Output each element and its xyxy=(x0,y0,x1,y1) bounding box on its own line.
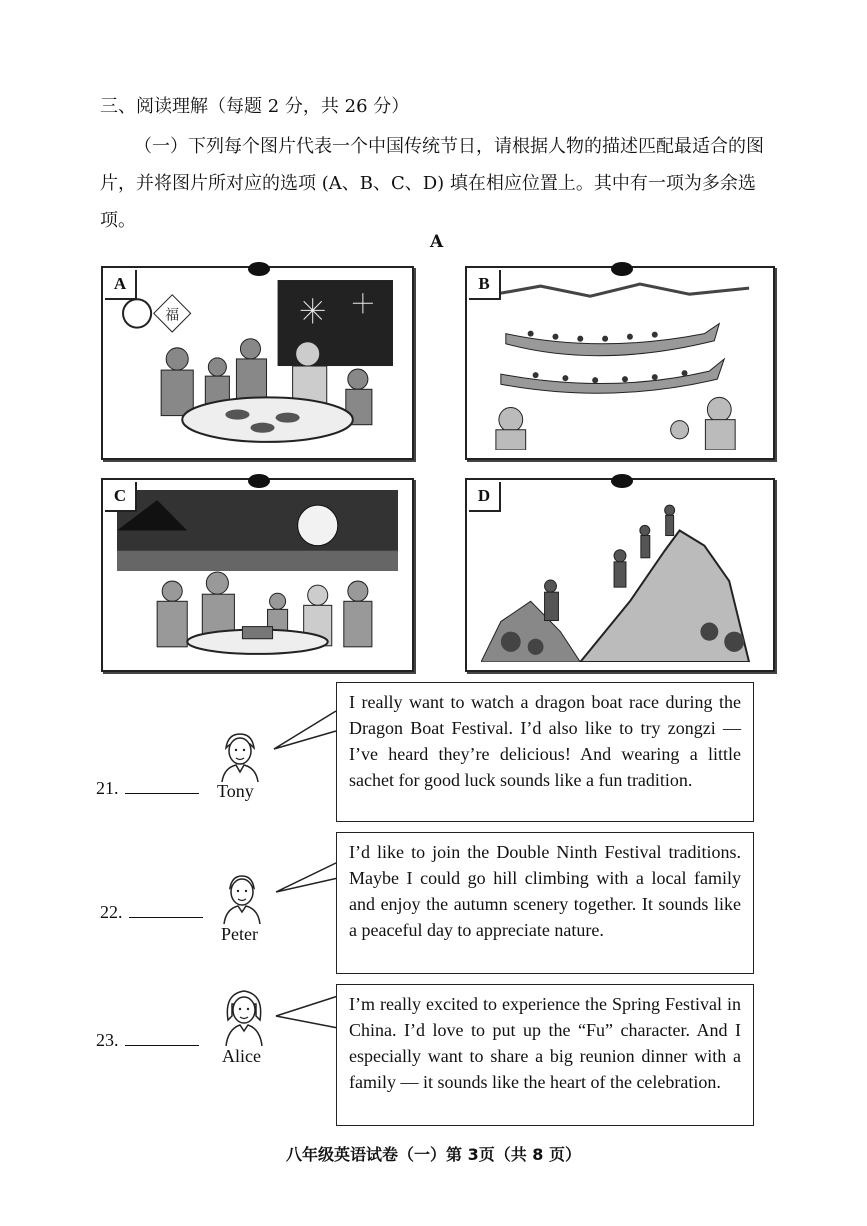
question-number: 23. xyxy=(96,1030,119,1050)
answer-blank[interactable] xyxy=(125,1031,199,1046)
picture-b xyxy=(465,266,775,460)
picture-a xyxy=(101,266,414,460)
speech-bubble-peter: I’d like to join the Double Ninth Festival traditions. Maybe I could go hill climbing with a local family and enjoy the autumn scenery together. It sounds like a peaceful day to appreciate nature. xyxy=(336,832,754,974)
speech-bubble-tail xyxy=(272,990,342,1040)
picture-d-letter: D xyxy=(469,482,501,512)
picture-c-illustration xyxy=(117,490,398,662)
person-name-tony: Tony xyxy=(217,781,254,801)
pin-icon xyxy=(248,474,270,488)
part-label: A xyxy=(430,232,444,252)
picture-d xyxy=(465,478,775,672)
picture-c xyxy=(101,478,414,672)
picture-d-illustration xyxy=(481,490,759,662)
picture-b-illustration xyxy=(481,278,759,450)
speech-bubble-alice: I’m really excited to experience the Spring Festival in China. I’d love to put up the “Fu” character. And I especially want to share a big reunion dinner with a family — it sounds like the heart of the celebration. xyxy=(336,984,754,1126)
boy-icon xyxy=(218,730,262,782)
question-23 xyxy=(96,1030,199,1051)
question-number: 22. xyxy=(100,902,123,922)
question-21 xyxy=(96,778,199,799)
picture-b-letter: B xyxy=(469,270,501,300)
section-title: 三、阅读理解（每题 2 分，共 26 分） xyxy=(100,96,410,117)
question-number: 21. xyxy=(96,778,119,798)
instructions-text: （一）下列每个图片代表一个中国传统节日，请根据人物的描述匹配最适合的图片，并将图片所对应的选项 (A、B、C、D) 填在相应位置上。其中有一项为多余选项。 xyxy=(100,136,764,231)
pin-icon xyxy=(611,474,633,488)
speech-bubble-tail xyxy=(270,705,340,755)
svg-text:福: 福 xyxy=(165,307,180,324)
person-name-peter: Peter xyxy=(221,924,258,944)
person-name-alice: Alice xyxy=(222,1046,261,1066)
speech-bubble-tail xyxy=(272,856,342,906)
boy-icon xyxy=(220,872,264,924)
page-footer: 八年级英语试卷（一）第 3页（共 8 页） xyxy=(286,1145,581,1164)
pin-icon xyxy=(248,262,270,276)
picture-c-letter: C xyxy=(105,482,137,512)
answer-blank[interactable] xyxy=(125,779,199,794)
picture-a-illustration xyxy=(117,278,398,450)
instructions xyxy=(100,128,780,239)
speech-bubble-tony: I really want to watch a dragon boat race during the Dragon Boat Festival. I’d also like to try zongzi — I’ve heard they’re delicious! And wearing a little sachet for good luck sounds like a fun tradition. xyxy=(336,682,754,822)
picture-a-letter: A xyxy=(105,270,137,300)
girl-icon xyxy=(220,986,268,1046)
pin-icon xyxy=(611,262,633,276)
answer-blank[interactable] xyxy=(129,903,203,918)
question-22 xyxy=(100,902,203,923)
